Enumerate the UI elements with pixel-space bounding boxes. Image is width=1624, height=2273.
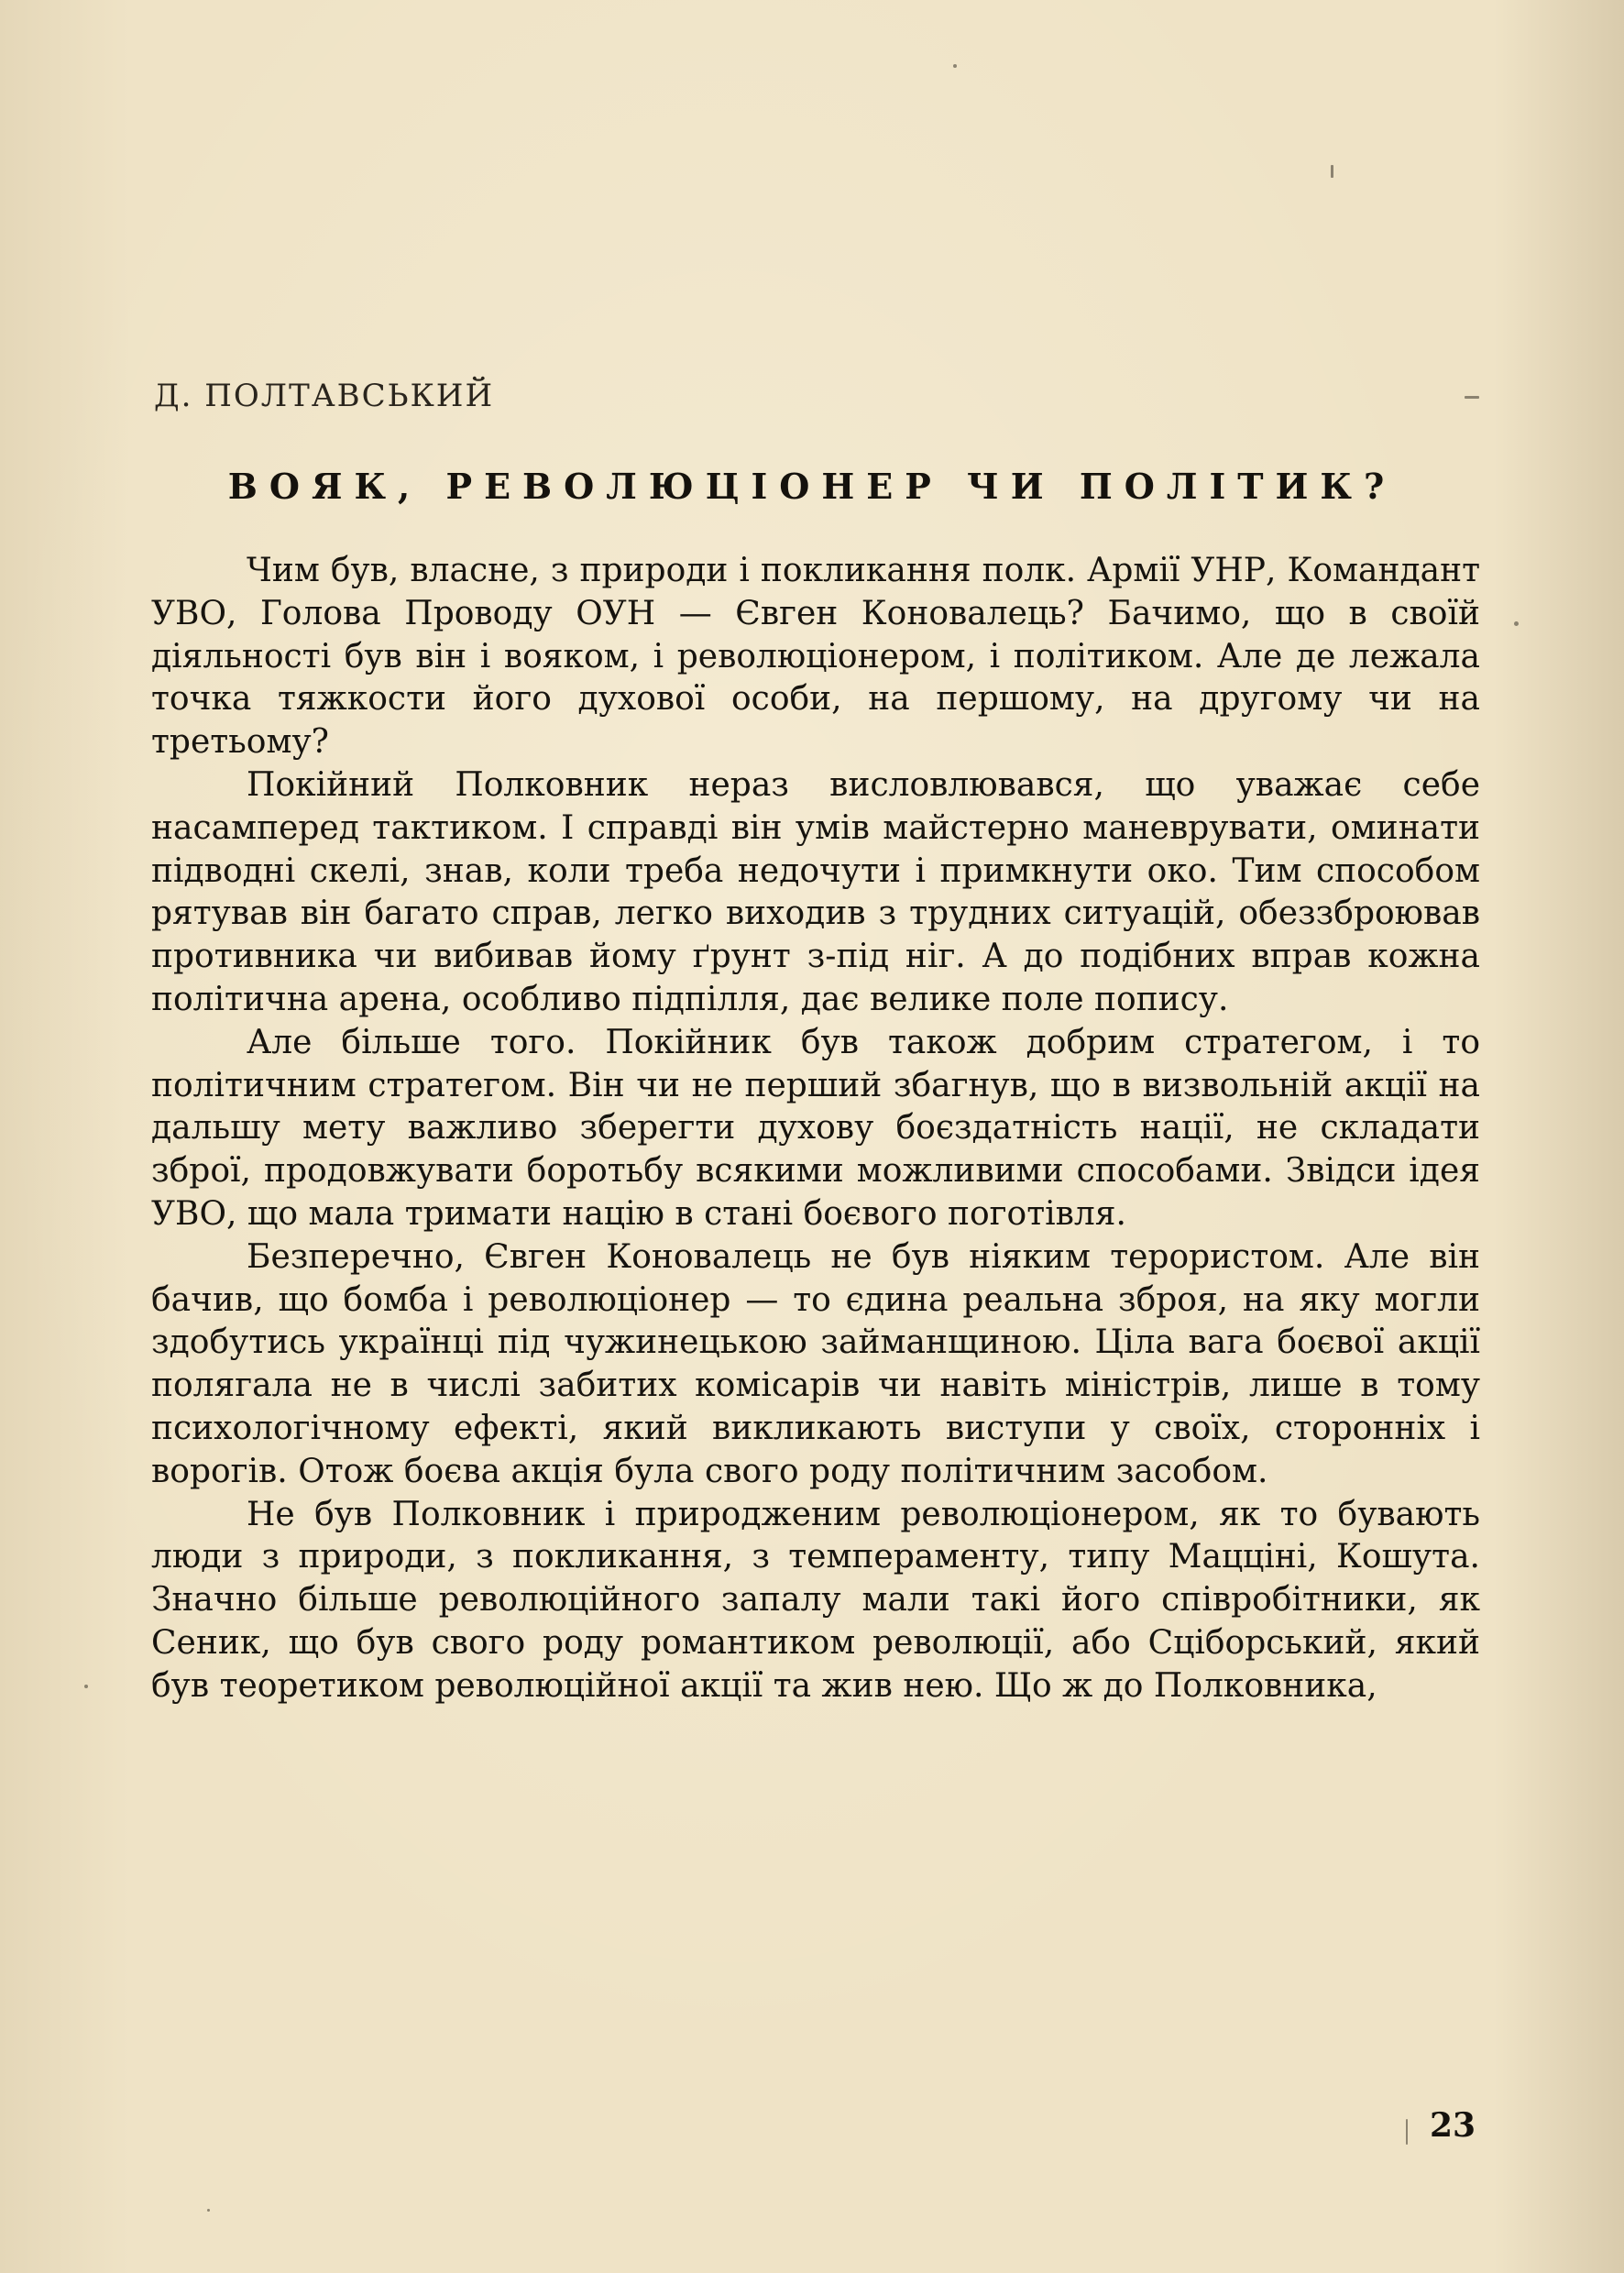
paragraph-5: Не був Полковник і природженим революціонером, як то бувають люди з природи, з покликання, з темпераменту, типу Мацціні, Кошута. Значно більше революційного запалу мали такі його співробітники, як Сеник, що був свого роду романтиком революції, або Сціборський, який був теоретиком революційної акції та жив нею. Що ж до Полковника, (151, 1495, 1480, 1705)
paper-speck (953, 64, 957, 68)
article-body (151, 550, 1480, 1708)
paper-speck (1406, 2119, 1408, 2145)
paragraph-3: Але більше того. Покійник був також добрим стратегом, і то політичним стратегом. Він чи не перший збагнув, що в визвольній акції на дальшу мету важливо зберегти духову боєздатність нації, не складати зброї, продовжувати боротьбу всякими можливими способами. Звідси ідея УВО, що мала тримати націю в стані боєвого поготівля. (151, 1023, 1480, 1233)
paper-speck (1331, 165, 1333, 178)
paper-speck (84, 1685, 88, 1688)
paper-speck (207, 2209, 210, 2212)
article-title: ВОЯК, РЕВОЛЮЦІОНЕР ЧИ ПОЛІТИК? (227, 466, 1397, 507)
author-name: Д. ПОЛТАВСЬКИЙ (154, 378, 495, 414)
paragraph-2: Покійний Полковник нераз висловлювався, що уважає себе насамперед тактиком. І справді він умів майстерно маневрувати, оминати підводні скелі, знав, коли треба недочути і примкнути око. Тим способом рятував він багато справ, легко виходив з трудних ситуацій, обеззброював противника чи вибивав йому ґрунт з-під ніг. А до подібних вправ кожна політична арена, особливо підпілля, дає велике поле попису. (151, 765, 1480, 1018)
paper-speck (1465, 396, 1479, 399)
page-number: 23 (1430, 2106, 1476, 2145)
paragraph-1: Чим був, власне, з природи і покликання полк. Армії УНР, Командант УВО, Голова Проводу ОУН — Євген Коновалець? Бачимо, що в своїй діяльності був він і вояком, і революціонером, і політиком. Але де лежала точка тяжкости його духової особи, на першому, на другому чи на третьому? (151, 552, 1480, 762)
paper-speck (1514, 621, 1519, 626)
paragraph-4: Безперечно, Євген Коновалець не був ніяким терористом. Але він бачив, що бомба і революціонер — то єдина реальна зброя, на яку могли здобутись українці під чужинецькою займанщиною. Ціла вага боєвої акції полягала не в числі забитих комісарів чи навіть міністрів, лише в тому психологічному ефекті, який викликають виступи у своїх, сторонніх і ворогів. Отож боєва акція була свого роду політичним засобом. (151, 1237, 1480, 1490)
